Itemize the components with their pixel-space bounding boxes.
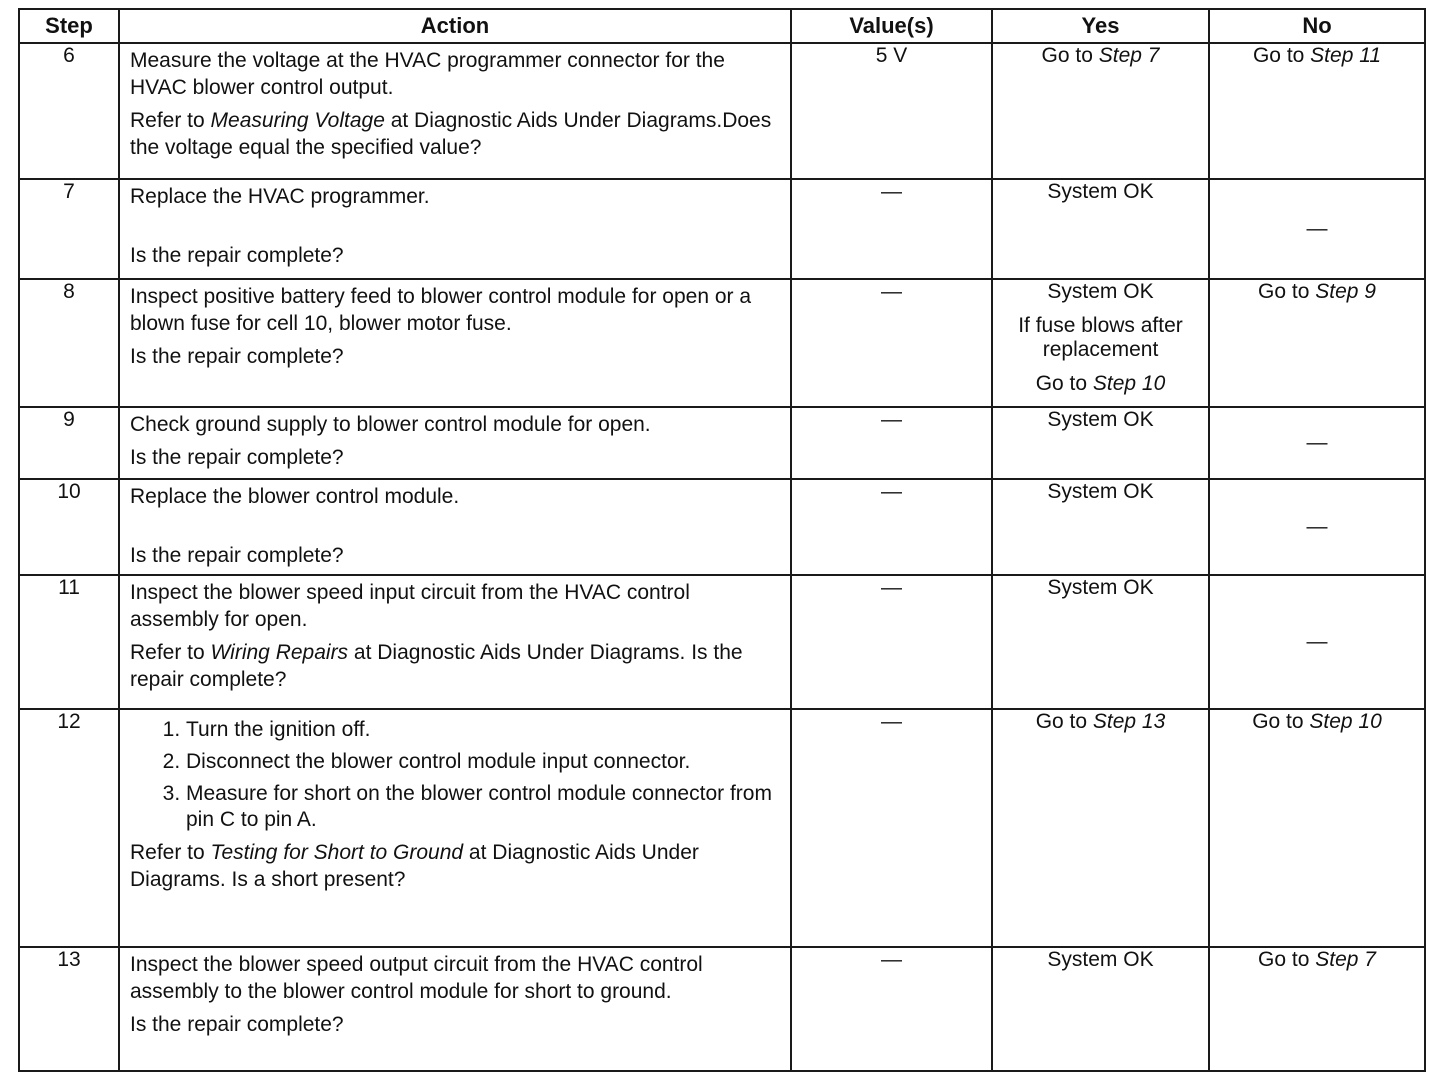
step-number: 13 (19, 947, 119, 1071)
table-row (19, 407, 1425, 479)
procedure-list (130, 717, 780, 833)
reference-link[interactable]: Measuring Voltage (210, 109, 385, 132)
list-item: 2. Disconnect the blower control module input connector. (186, 749, 780, 775)
action-cell (119, 279, 791, 407)
goto-step-link[interactable]: Step 9 (1315, 280, 1376, 303)
no-cell: — (1209, 575, 1425, 709)
goto-step-link[interactable]: Step 11 (1310, 44, 1382, 67)
yes-goto: Go to Step 10 (1035, 372, 1166, 395)
action-text: Inspect positive battery feed to blower control module for open or a blown fuse for cell 10, blower motor fuse. (130, 285, 752, 335)
step-number: 12 (19, 709, 119, 947)
no-cell: Go to Step 7 (1209, 947, 1425, 1071)
action-text: Measure the voltage at the HVAC programmer connector for the HVAC blower control output. (130, 49, 725, 99)
goto-step-link[interactable]: Step 7 (1098, 44, 1160, 67)
step-number: 7 (19, 179, 119, 279)
action-text: Inspect the blower speed input circuit from the HVAC control assembly for open. (130, 581, 690, 631)
no-cell: Go to Step 10 (1209, 709, 1425, 947)
header-value: Value(s) (791, 9, 992, 43)
action-cell (119, 575, 791, 709)
reference-link[interactable]: Testing for Short to Ground (210, 841, 464, 864)
action-text: Check ground supply to blower control module for open. (130, 413, 651, 436)
table-row (19, 575, 1425, 709)
table-row (19, 43, 1425, 179)
diagnostic-table (18, 8, 1426, 1072)
step-number: 11 (19, 575, 119, 709)
action-question: Is the repair complete? (130, 544, 344, 567)
yes-result: System OK (1047, 280, 1154, 303)
goto-step-link[interactable]: Step 10 (1309, 710, 1382, 733)
action-question: Is the repair complete? (130, 244, 344, 267)
value-cell: — (791, 179, 992, 279)
no-cell: — (1209, 407, 1425, 479)
yes-condition: If fuse blows after replacement (1018, 314, 1183, 361)
diagnostic-table-container (18, 8, 1426, 1072)
action-cell (119, 709, 791, 947)
reference-link[interactable]: Wiring Repairs (210, 641, 349, 664)
value-cell: — (791, 947, 992, 1071)
no-cell: — (1209, 179, 1425, 279)
header-yes: Yes (992, 9, 1209, 43)
table-row (19, 279, 1425, 407)
yes-cell (992, 279, 1209, 407)
yes-cell: System OK (992, 947, 1209, 1071)
yes-cell: System OK (992, 575, 1209, 709)
step-number: 10 (19, 479, 119, 575)
yes-cell: System OK (992, 407, 1209, 479)
action-cell (119, 479, 791, 575)
table-row (19, 947, 1425, 1071)
action-question: Refer to Testing for Short to Ground at Diagnostic Aids Under Diagrams. Is a short present? (130, 841, 699, 891)
action-question: Is the repair complete? (130, 1013, 344, 1036)
action-text: Replace the HVAC programmer. (130, 185, 430, 208)
list-item: 3. Measure for short on the blower control module connector from pin C to pin A. (186, 781, 780, 833)
goto-step-link[interactable]: Step 7 (1315, 948, 1376, 971)
table-row (19, 479, 1425, 575)
step-number: 8 (19, 279, 119, 407)
action-cell (119, 179, 791, 279)
value-cell: — (791, 479, 992, 575)
header-step: Step (19, 9, 119, 43)
goto-step-link[interactable]: Step 13 (1092, 710, 1166, 733)
yes-cell: System OK (992, 179, 1209, 279)
step-number: 9 (19, 407, 119, 479)
table-row (19, 179, 1425, 279)
action-question: Is the repair complete? (130, 446, 344, 469)
value-cell: 5 V (791, 43, 992, 179)
no-cell: — (1209, 479, 1425, 575)
header-no: No (1209, 9, 1425, 43)
header-action: Action (119, 9, 791, 43)
action-question: Refer to Measuring Voltage at Diagnostic Aids Under Diagrams.Does the voltage equal the specified value? (130, 109, 772, 159)
table-row (19, 709, 1425, 947)
yes-cell: Go to Step 13 (992, 709, 1209, 947)
no-cell: Go to Step 11 (1209, 43, 1425, 179)
action-question: Refer to Wiring Repairs at Diagnostic Aids Under Diagrams. Is the repair complete? (130, 641, 743, 691)
value-cell: — (791, 575, 992, 709)
action-text: Inspect the blower speed output circuit from the HVAC control assembly to the blower control module for short to ground. (130, 953, 703, 1003)
value-cell: — (791, 407, 992, 479)
yes-cell: System OK (992, 479, 1209, 575)
no-cell: Go to Step 9 (1209, 279, 1425, 407)
action-text: Replace the blower control module. (130, 485, 460, 508)
value-cell: — (791, 279, 992, 407)
yes-cell: Go to Step 7 (992, 43, 1209, 179)
value-cell: — (791, 709, 992, 947)
action-question: Is the repair complete? (130, 345, 344, 368)
goto-step-link[interactable]: Step 10 (1092, 372, 1166, 395)
action-cell (119, 407, 791, 479)
step-number: 6 (19, 43, 119, 179)
list-item: 1. Turn the ignition off. (186, 717, 780, 743)
action-cell (119, 947, 791, 1071)
header-row (19, 9, 1425, 43)
action-cell (119, 43, 791, 179)
